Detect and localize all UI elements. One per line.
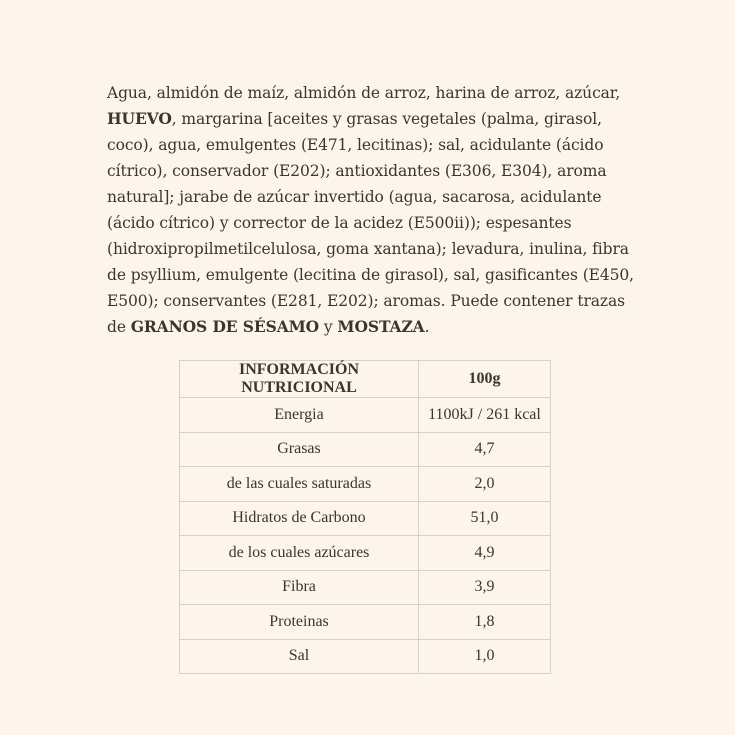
table-row (180, 432, 551, 467)
nutrient-value: 1100kJ / 261 kcal (419, 398, 551, 433)
nutrition-header-row (180, 361, 551, 398)
table-row (180, 501, 551, 536)
table-row (180, 639, 551, 674)
ingredients-part: . (424, 318, 430, 336)
nutrition-header-value: 100g (419, 361, 551, 398)
table-row (180, 605, 551, 640)
table-row (180, 570, 551, 605)
ingredients-text (107, 80, 637, 340)
nutrition-table (179, 360, 551, 674)
nutrient-label: de las cuales saturadas (180, 467, 419, 502)
table-row (180, 536, 551, 571)
nutrient-value: 2,0 (419, 467, 551, 502)
nutrient-label: Energia (180, 398, 419, 433)
nutrient-label: Sal (180, 639, 419, 674)
nutrient-value: 4,9 (419, 536, 551, 571)
allergen-sesame: GRANOS DE SÉSAMO (130, 317, 320, 336)
nutrient-value: 51,0 (419, 501, 551, 536)
nutrient-value: 4,7 (419, 432, 551, 467)
ingredients-part: Agua, almidón de maíz, almidón de arroz, harina de arroz, azúcar, (107, 84, 621, 102)
nutrient-value: 1,8 (419, 605, 551, 640)
nutrient-label: Grasas (180, 432, 419, 467)
allergen-egg: HUEVO (107, 109, 172, 128)
nutrition-header-label: INFORMACIÓN NUTRICIONAL (180, 361, 419, 398)
ingredients-part: y (319, 318, 338, 336)
table-row (180, 398, 551, 433)
nutrient-label: Hidratos de Carbono (180, 501, 419, 536)
nutrient-label: Fibra (180, 570, 419, 605)
nutrient-label: de los cuales azúcares (180, 536, 419, 571)
allergen-mustard: MOSTAZA (337, 317, 425, 336)
ingredients-part: , margarina [aceites y grasas vegetales (palma, girasol, coco), agua, emulgentes (E471, lecitinas); sal, acidulante (ácido cítrico), conservador (E202); antioxidantes (E306, E304), aroma natural]; jarabe de azúcar invertido (agua, sacarosa, acidulante (ácido cítrico) y corrector de la acidez (E500ii)); espesantes (hidroxipropilmetilcelulosa, goma xantana); levadura, inulina, fibra de psyllium, emulgente (lecitina de girasol), sal, gasificantes (E450, E500); conservantes (E281, E202); aromas. Puede contener trazas de (107, 110, 634, 336)
nutrient-label: Proteinas (180, 605, 419, 640)
nutrient-value: 3,9 (419, 570, 551, 605)
nutrient-value: 1,0 (419, 639, 551, 674)
table-row (180, 467, 551, 502)
